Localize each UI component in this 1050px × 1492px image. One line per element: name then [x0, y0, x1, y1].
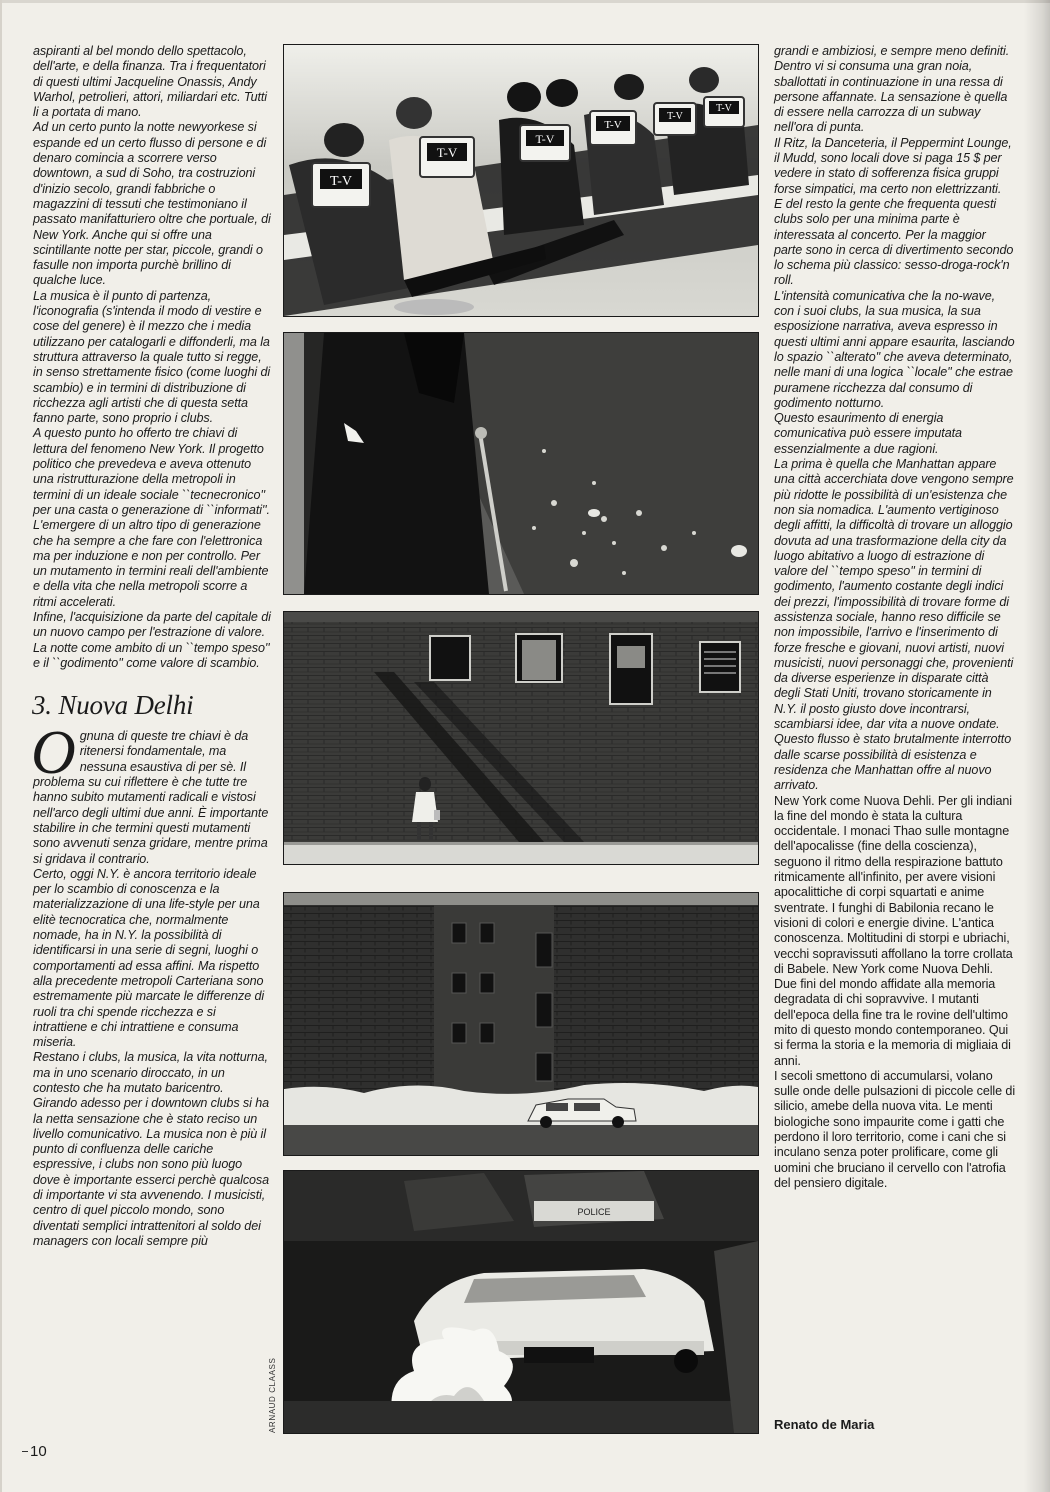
photo-car-splash — [283, 1170, 759, 1434]
paragraph: aspiranti al bel mondo dello spettacolo, dell'arte, e della finanza. Tra i frequentatori di questi ultimi Jacqueline Onassis, Andy Warhol, petrolieri, attori, miliardari etc. Tutti li a portata di mano. — [33, 44, 267, 120]
page-number-tick — [22, 1451, 28, 1452]
tv-sign-text: T-V — [716, 103, 732, 114]
photo-building-car — [283, 892, 759, 1156]
tv-sign-text: T-V — [329, 174, 353, 189]
paragraph: Il Ritz, la Danceteria, il Peppermint Lounge, il Mudd, sono locali dove si paga 15 $ per vedere in stato di sofferenza fisica gruppi forse simpatici, ma certo non elettrizzanti. — [774, 135, 1012, 196]
photo-brick-wall-woman-graphic — [284, 612, 758, 864]
drop-cap-paragraph — [31, 719, 271, 867]
author-signature: Renato de Maria — [774, 1417, 875, 1432]
photo-car-splash-graphic — [284, 1171, 758, 1433]
paragraph: L'intensità comunicativa che la no-wave, con i suoi clubs, la sua musica, la sua esposizione narrativa, aveva espresso in questi ultimi anni appare esaurita, lasciando lo spazio ``alterato'' che aveva determinato, nelle mani di una logica ``locale'' che estrae puramene ricchezza dal consumo di godimento notturno. — [774, 288, 1015, 410]
paragraph: A questo punto ho offerto tre chiavi di lettura del fenomeno New York. Il progetto politico che prevedeva e aveva ottenuto una ristrutturazione della metropoli in termini di un ideale sociale ``tecnecronico'' per una casta o generazione di ``informati''. — [33, 426, 270, 517]
photo-building-car-graphic — [284, 893, 758, 1155]
paragraph: Questo flusso è stato brutalmente interrotto dalle scarse possibilità di esistenza e residenza che Manhattan offre al nuovo arrivato. — [774, 732, 1012, 793]
paragraph: Infine, l'acquisizione da parte del capitale di un nuovo campo per l'estrazione di valore. La notte come ambito di un ``tempo speso'' e il ``godimento'' come valore di scambio. — [33, 609, 271, 670]
paragraph: Certo, oggi N.Y. è ancora territorio ideale per lo scambio di conoscenza e la materializzazione di una life-style per una elitè tecnocratica che, normalmente nomade, ha in N.Y. la possibilità di identificarsi in una serie di segni, luoghi o comportamenti ad essa affini. Ma rispetto alla precedente metropoli Carteriana sono estremamente più marcate le differenze di ruoli tra chi spende ricchezza e si intrattiene e chi intrattiene e consuma miseria. — [33, 866, 265, 1050]
drop-cap: O — [31, 719, 76, 788]
paragraph: Dentro vi si consuma una gran noia, sballottati in continuazione in una ressa di persone affannate. La sensazione è quella di essere nella carrozza di un subway nell'ora di punta. — [774, 59, 1008, 135]
paragraph: L'emergere di un altro tipo di generazione che ha sempre a che fare con l'elettronica ma per induzione e non per controllo. Per un mutamento in termini reali dell'ambiente e della vita che nella metropoli scorre a ritmi accelerati. — [33, 518, 269, 609]
right-text-column — [774, 44, 1016, 1191]
paragraph: grandi e ambiziosi, e sempre meno definiti. — [774, 44, 1010, 58]
tv-sign-text: T-V — [436, 145, 458, 160]
page-edge — [0, 0, 1050, 3]
paragraph: La musica è il punto di partenza, l'iconografia (s'intenda il modo di vestire e cose del genere) è il mezzo che i media utilizzano per catalogarli e diffonderli, ma la struttura attraverso la quale tutto si regge, in senso strettamente fisico (come luoghi di scambio) e in termini di distribuzione di ricchezza agli artisti che di questa setta fanno parte, sono proprio i clubs. — [33, 288, 271, 426]
page-number: 10 — [30, 1443, 47, 1460]
paragraph: Restano i clubs, la musica, la vita notturna, ma in uno scenario diroccato, in un contesto che ha mutato baricentro. Girando adesso per i downtown clubs si ha la netta sensazione che è stato reciso un livello comunicativo. La musica non è più il punto di confluenza delle cariche espressive, i clubs non sono più luogo dove è importante esserci perchè qualcosa di importante vi sta avvenendo. I musicisti, centro di quel piccolo mondo, sono diventati semplici intrattenitori al soldo dei managers con locali sempre più — [33, 1050, 270, 1248]
paragraph: Ad un certo punto la notte newyorkese si espande ed un certo flusso di persone e di denaro comincia a scorrere verso downtown, a sud di Soho, tra costruzioni d'inizio secolo, grandi fabbriche o magazzini di tessuti che testimoniano il passato manifatturiero oltre che portuale, di New York. Anche qui si offre una scintillante notte per star, piccole, grandi o fasulle non importa purchè brillino di qualche luce. — [33, 120, 271, 288]
photo-cane-street-graphic — [284, 333, 758, 594]
photo-brick-wall-woman — [283, 611, 759, 865]
binding-shadow — [1024, 0, 1050, 1492]
police-sign-text: POLICE — [577, 1207, 611, 1217]
paragraph: Questo esaurimento di energia comunicativa può essere imputata essenzialmente a due ragioni. — [774, 411, 962, 456]
spacer — [33, 671, 271, 689]
tv-sign-text: T-V — [604, 119, 622, 131]
tv-sign-text: T-V — [667, 111, 683, 122]
paragraph: E del resto la gente che frequenta questi clubs solo per una minima parte è interessata al concerto. Per la maggior parte sono in cerca di divertimento secondo lo schema più classico: sesso-droga-rock'n roll. — [774, 196, 1014, 288]
photo-cane-street — [283, 332, 759, 595]
page-edge-left — [0, 0, 2, 1492]
tv-sign-text: T-V — [535, 132, 555, 146]
left-text-column — [33, 44, 271, 1249]
drop-cap-paragraph-text: gnuna di queste tre chiavi è da ritenersi fondamentale, ma nessuna esaustiva di per sè. Il problema su cui riflettere è che tutte tre hanno subito mutamenti radicali e vistosi nell'arco degli ultimi due anni. È importante stabilire in che termini questi mutamenti sono avvenuti senza gridare, mentre prima si gridava il contrario. — [33, 729, 269, 866]
paragraph-upright: I secoli smettono di accumularsi, volano sulle onde delle pulsazioni di piccole celle di silicio, amebe della nuova vita. Le menti biologiche sono impaurite come i gatti che perdono il loro territorio, come i cani che si inculano senza poter prolificare, come gli uomini che bruciano il cervello con l'atrofia del pensiero digitale. — [774, 1068, 1016, 1190]
photo-tv-chairs — [283, 44, 759, 317]
section-heading: 3. Nuova Delhi — [32, 690, 194, 721]
photo-credit: ARNAUD CLAASS — [268, 1357, 277, 1433]
paragraph-upright: New York come Nuova Dehli. Per gli indiani la fine del mondo è stata la cultura occidentale. I monaci Thao sulle montagne dell'apocalisse (fine della coscienza), seguono il ritmo della respirazione battuto ritmicamente all'infinito, per avere visioni apocalittiche di corpi squartati e anime sventrate. I funghi di Babilonia recano le visioni di colori e energie divine. L'antica conoscenza. Moltitudini di storpi e ubriachi, vecchi sopravissuti affollano la torre crollata di Babele. New York come Nuova Dehli. Due fini del mondo affidate alla memoria degradata di chi sopravvive. I mutanti dell'epoca della fine tra le rovine dell'ultimo mito di questo mondo contemporaneo. Qui si ferma la storia e la memoria di migliaia di anni. — [774, 793, 1013, 1068]
paragraph: La prima è quella che Manhattan appare una città accerchiata dove vengono sempre più ridotte le possibilità di un'esistenza che non sia nomadica. L'aumento vertiginoso degli affitti, la difficoltà di trovare un alloggio dovuta ad una trasformazione della city da luogo abitativo a luogo di estrazione di valore del ``tempo speso'' in termini di godimento, l'aumento costante degli indici dei prezzi, l'impossibilità di trovare forme di assistenza sociale, hanno reso difficile se non impossibile, l'arrivo e l'inserimento di forze fresche e giovani, nuovi artisti, nuovi musicisti, nuovi personaggi che, provenienti da diverse esperienze in disparate città degli Stati Uniti, trovano storicamente in N.Y. il posto giusto dove incontrarsi, scambiarsi idee, dar vita a nuove ondate. — [774, 457, 1014, 732]
photo-tv-chairs-graphic — [284, 45, 758, 316]
